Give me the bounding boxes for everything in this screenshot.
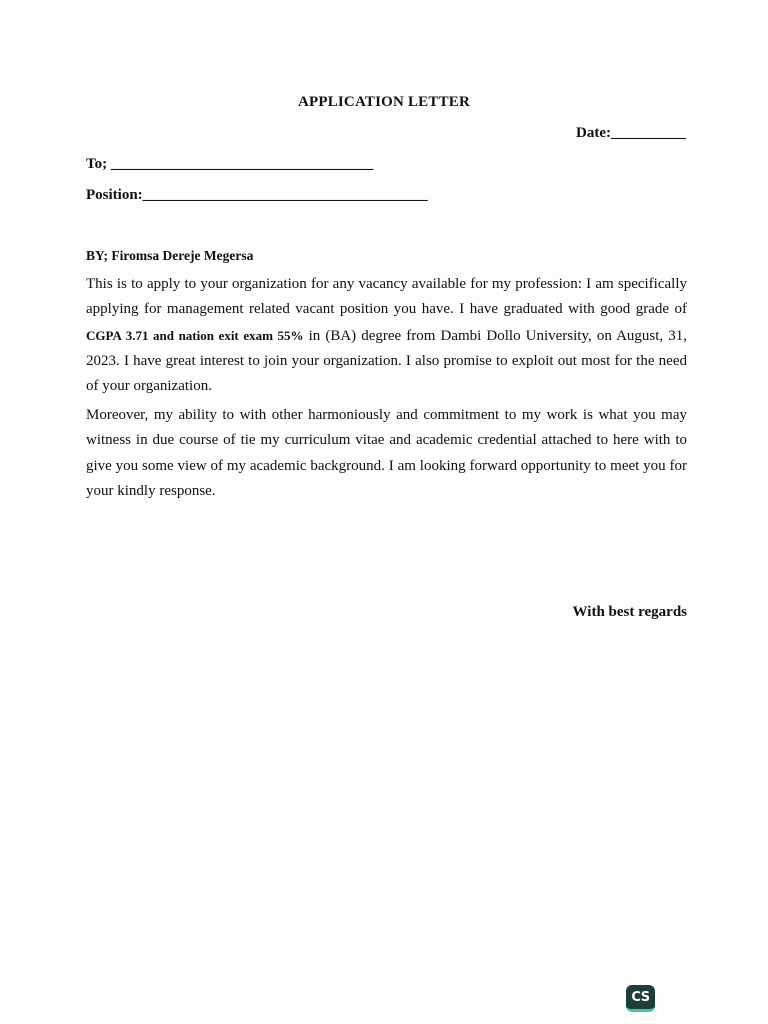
grade-highlight: CGPA 3.71 and nation exit exam 55% [86, 327, 304, 343]
letter-title: APPLICATION LETTER [297, 94, 471, 110]
position-field: Position:______________________________________ [86, 187, 428, 203]
date-field: Date:__________ [576, 125, 686, 141]
sender-name: BY; Firomsa Dereje Megersa [86, 248, 254, 263]
paragraph-text: in (BA) degree from Dambi Dollo University, on August, 31, 2023. I have great interest to join your organization. I also promise to exploit out most for the need of your organization. [86, 327, 687, 395]
recipient-field: To; ___________________________________ [86, 156, 374, 172]
closing-line: With best regards [572, 604, 687, 620]
body-paragraph-2: Moreover, my ability to with other harmoniously and commitment to my work is what you may witness in due course of tie my curriculum vitae and academic credential attached to here with to give you some view of my academic background. I am looking forward opportunity to meet you for your kindly response. [86, 407, 687, 499]
camscanner-logo-icon: CS [626, 985, 655, 1012]
body-paragraph-1 [86, 272, 687, 399]
paragraph-text: This is to apply to your organization for any vacancy available for my profession: I am specifically applying for management related vacant position you have. I have graduated with good grade of [86, 276, 687, 318]
